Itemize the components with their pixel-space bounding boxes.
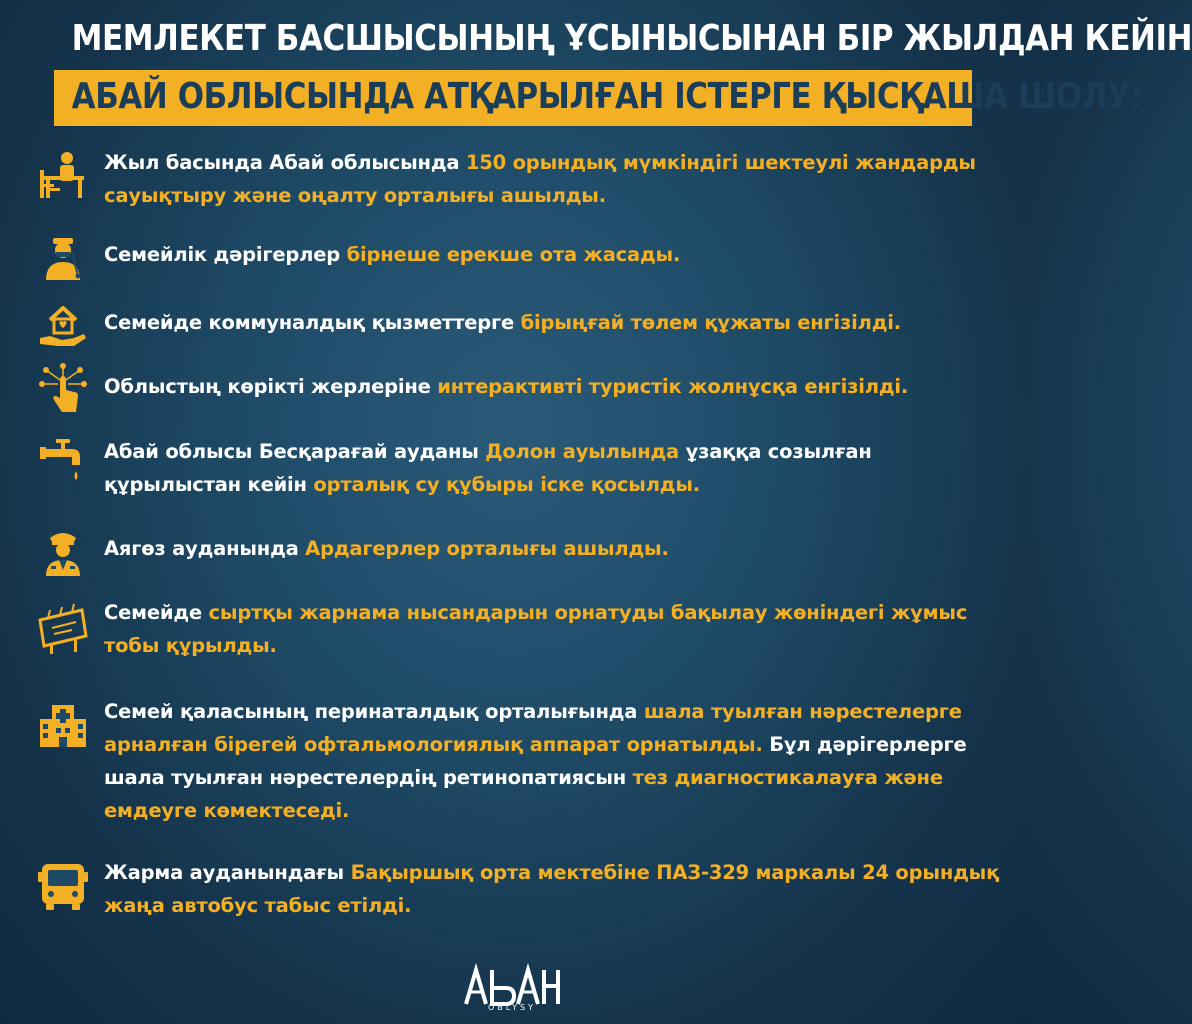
plain-text: Семейде коммуналдық қызметтерге bbox=[104, 311, 521, 334]
logo-subtitle: OBLYSY bbox=[487, 1003, 537, 1012]
item-text bbox=[104, 370, 1004, 403]
plain-text: Семейлік дәрігерлер bbox=[104, 243, 347, 266]
highlight-text: тез диагностикалауға және емдеуге көмектеседі. bbox=[104, 766, 943, 822]
plain-text: Аягөз ауданында bbox=[104, 537, 306, 560]
highlight-text: бірыңғай төлем құжаты енгізілді. bbox=[520, 311, 901, 334]
plain-text: Жарма ауданындағы bbox=[104, 861, 351, 884]
plain-text: Абай облысы Бесқарағай ауданы bbox=[104, 440, 486, 463]
veteran-icon bbox=[36, 526, 90, 580]
rehabilitation-center-icon bbox=[36, 148, 90, 202]
item-text bbox=[104, 695, 1004, 827]
item-text bbox=[104, 596, 1004, 662]
item-text bbox=[104, 532, 1004, 565]
highlight-text: шала туылған нәрестелерге арналған бірегей офтальмологиялық аппарат орнатылды. bbox=[104, 700, 962, 756]
doctor-icon bbox=[36, 232, 90, 286]
item-text bbox=[104, 238, 1004, 271]
house-hand-icon bbox=[36, 298, 90, 352]
item-text bbox=[104, 306, 1004, 339]
item-text bbox=[104, 146, 1004, 212]
highlight-text: бірнеше ерекше ота жасады. bbox=[346, 243, 681, 266]
touch-interactive-icon bbox=[36, 362, 90, 416]
plain-text: Бұл дәрігерлерге шала туылған нәрестелердің ретинопатиясын bbox=[104, 733, 967, 789]
item-text bbox=[104, 435, 1004, 501]
hospital-icon bbox=[36, 699, 90, 753]
title-line-2: АБАЙ ОБЛЫСЫНДА АТҚАРЫЛҒАН ІСТЕРГЕ ҚЫСҚАША ШОЛУ: bbox=[71, 76, 1143, 117]
plain-text: Облыстың көрікті жерлеріне bbox=[104, 375, 438, 398]
item-text bbox=[104, 856, 1004, 922]
highlight-text: Ардагерлер орталығы ашылды. bbox=[305, 537, 669, 560]
bus-icon bbox=[36, 860, 90, 914]
plain-text: Жыл басында Абай облысында bbox=[104, 151, 466, 174]
highlight-text: 150 орындық мүмкіндігі шектеулі жандарды сауықтыру және оңалту орталығы ашылды. bbox=[104, 151, 976, 207]
highlight-text: Бақыршық орта мектебіне ПАЗ-329 маркалы 24 орындық жаңа автобус табыс етілді. bbox=[104, 861, 1000, 917]
plain-text: Семей қаласының перинаталдық орталығында bbox=[104, 700, 644, 723]
highlight-text: сыртқы жарнама нысандарын орнатуды бақылау жөніндегі жұмыс тобы құрылды. bbox=[104, 601, 968, 657]
plain-text: ұзаққа созылған құрылыстан кейін bbox=[104, 440, 872, 496]
billboard-icon bbox=[36, 602, 90, 656]
highlight-text: интерактивті туристік жолнұсқа енгізілді. bbox=[437, 375, 909, 398]
highlight-text: орталық су құбыры іске қосылды. bbox=[313, 473, 700, 496]
highlight-text: Долон ауылында bbox=[485, 440, 679, 463]
title-line-1: МЕМЛЕКЕТ БАСШЫСЫНЫҢ ҰСЫНЫСЫНАН БІР ЖЫЛДАН КЕЙІН bbox=[71, 18, 1192, 59]
plain-text: Семейде bbox=[104, 601, 209, 624]
water-tap-icon bbox=[36, 435, 90, 489]
